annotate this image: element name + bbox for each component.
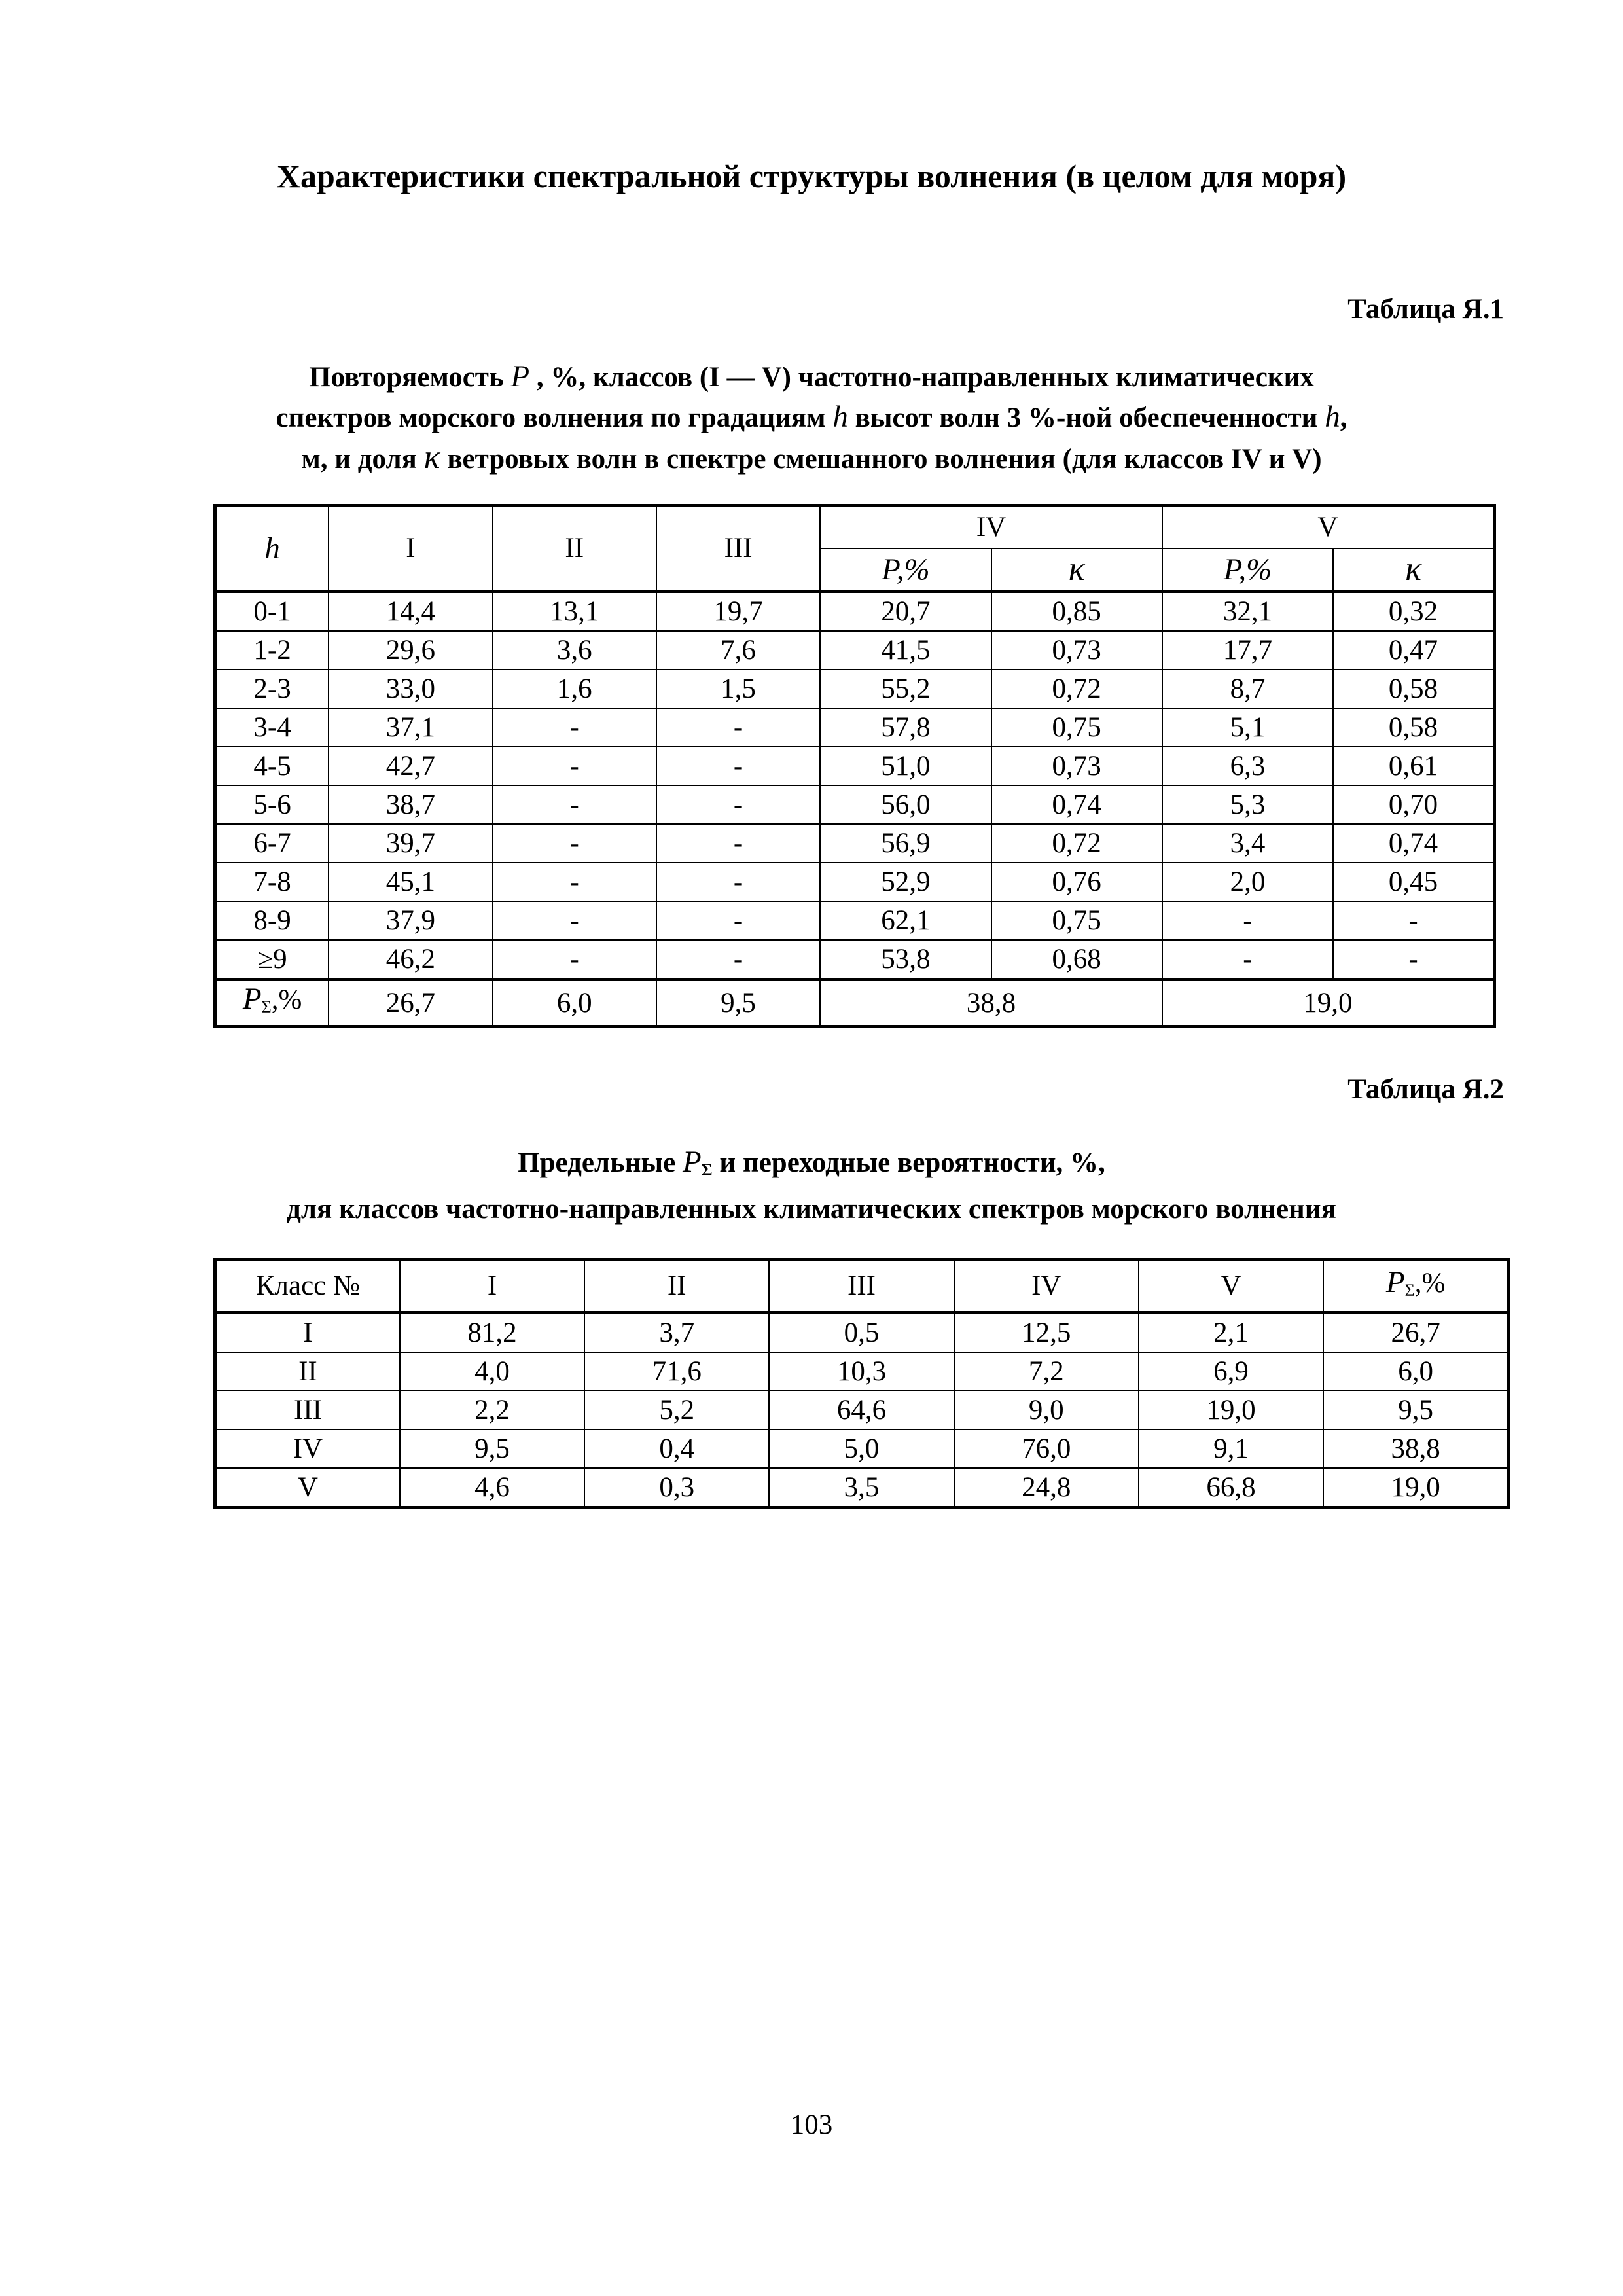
value-cell: 0,72 — [991, 824, 1162, 863]
value-cell: 8,7 — [1162, 670, 1333, 708]
value-cell: 0,73 — [991, 631, 1162, 670]
header-class-iv: IV — [954, 1260, 1139, 1313]
header-h: h — [215, 506, 329, 592]
value-cell: 20,7 — [820, 592, 991, 632]
value-cell: 0,75 — [991, 708, 1162, 747]
table-row — [215, 1468, 1509, 1508]
row-label-cell: 1-2 — [215, 631, 329, 670]
value-cell: 9,0 — [954, 1391, 1139, 1429]
value-cell: 13,1 — [493, 592, 656, 632]
table-row — [215, 1313, 1509, 1353]
value-cell: - — [656, 708, 820, 747]
value-cell: - — [493, 785, 656, 824]
table-2-caption-line-2: для классов частотно-направленных климатических спектров морского волнения — [287, 1194, 1336, 1225]
symbol-p: P — [682, 1145, 702, 1179]
value-cell: 0,58 — [1333, 708, 1494, 747]
value-cell: 0,75 — [991, 901, 1162, 940]
table-1-label: Таблица Я.1 — [1347, 294, 1504, 325]
total-class-iii: 9,5 — [656, 980, 820, 1027]
value-cell: 5,0 — [769, 1429, 954, 1468]
page-number: 103 — [790, 2109, 833, 2140]
table-row — [215, 747, 1495, 785]
transition-probability-table — [213, 1258, 1510, 1509]
table-row — [215, 824, 1495, 863]
value-cell: 2,1 — [1139, 1313, 1323, 1353]
header-iv-kappa: κ — [991, 548, 1162, 592]
value-cell: 3,5 — [769, 1468, 954, 1508]
table-2-body — [215, 1313, 1509, 1508]
row-label-cell: 3-4 — [215, 708, 329, 747]
value-cell: 26,7 — [1323, 1313, 1508, 1353]
value-cell: 42,7 — [329, 747, 492, 785]
value-cell: - — [1162, 940, 1333, 980]
header-class-i: I — [400, 1260, 584, 1313]
value-cell: 0,70 — [1333, 785, 1494, 824]
symbol-kappa: κ — [423, 439, 440, 476]
value-cell: 0,74 — [991, 785, 1162, 824]
value-cell: 0,76 — [991, 863, 1162, 901]
value-cell: 32,1 — [1162, 592, 1333, 632]
header-class-ii: II — [584, 1260, 769, 1313]
value-cell: 9,5 — [1323, 1391, 1508, 1429]
header-p-sigma: $P_\Sigma,\%$ — [1323, 1260, 1508, 1313]
value-cell: 37,9 — [329, 901, 492, 940]
value-cell: 56,9 — [820, 824, 991, 863]
header-class-i: I — [329, 506, 492, 592]
value-cell: 3,4 — [1162, 824, 1333, 863]
value-cell: 56,0 — [820, 785, 991, 824]
value-cell: - — [656, 747, 820, 785]
value-cell: 38,7 — [329, 785, 492, 824]
table-row — [215, 1352, 1509, 1391]
row-label-cell: 6-7 — [215, 824, 329, 863]
table-1-caption-line-1: Повторяемость P , %, классов (I — V) частотно-направленных климатических — [309, 359, 1314, 393]
value-cell: 37,1 — [329, 708, 492, 747]
value-cell: 64,6 — [769, 1391, 954, 1429]
table-row — [215, 631, 1495, 670]
row-label-cell: 0-1 — [215, 592, 329, 632]
table-row — [215, 785, 1495, 824]
header-v-kappa: κ — [1333, 548, 1494, 592]
row-label-cell: IV — [215, 1429, 400, 1468]
total-class-iv: 38,8 — [820, 980, 1162, 1027]
value-cell: 2,0 — [1162, 863, 1333, 901]
value-cell: - — [493, 863, 656, 901]
value-cell: 29,6 — [329, 631, 492, 670]
total-class-i: 26,7 — [329, 980, 492, 1027]
value-cell: - — [493, 901, 656, 940]
value-cell: 0,32 — [1333, 592, 1494, 632]
value-cell: 3,6 — [493, 631, 656, 670]
value-cell: 71,6 — [584, 1352, 769, 1391]
value-cell: 24,8 — [954, 1468, 1139, 1508]
value-cell: 55,2 — [820, 670, 991, 708]
value-cell: - — [656, 863, 820, 901]
header-class-iii: III — [656, 506, 820, 592]
value-cell: - — [656, 824, 820, 863]
row-label-cell: II — [215, 1352, 400, 1391]
value-cell: 4,6 — [400, 1468, 584, 1508]
total-label: $P_\Sigma,\%$ — [215, 980, 329, 1027]
symbol-h: h — [1325, 400, 1340, 434]
value-cell: 46,2 — [329, 940, 492, 980]
value-cell: 1,5 — [656, 670, 820, 708]
header-class-ii: II — [493, 506, 656, 592]
value-cell: - — [493, 940, 656, 980]
value-cell: 76,0 — [954, 1429, 1139, 1468]
value-cell: 41,5 — [820, 631, 991, 670]
value-cell: 14,4 — [329, 592, 492, 632]
value-cell: - — [1162, 901, 1333, 940]
value-cell: 19,0 — [1323, 1468, 1508, 1508]
value-cell: - — [493, 708, 656, 747]
table-2-label: Таблица Я.2 — [1347, 1074, 1504, 1105]
value-cell: 3,7 — [584, 1313, 769, 1353]
table-row — [215, 592, 1495, 632]
value-cell: - — [656, 901, 820, 940]
value-cell: 5,3 — [1162, 785, 1333, 824]
page-title: Характеристики спектральной структуры волнения (в целом для моря) — [276, 158, 1347, 194]
row-label-cell: 2-3 — [215, 670, 329, 708]
value-cell: 2,2 — [400, 1391, 584, 1429]
total-class-ii: 6,0 — [493, 980, 656, 1027]
value-cell: 5,1 — [1162, 708, 1333, 747]
row-label-cell: 8-9 — [215, 901, 329, 940]
value-cell: 19,7 — [656, 592, 820, 632]
value-cell: 0,4 — [584, 1429, 769, 1468]
row-label-cell: ≥9 — [215, 940, 329, 980]
value-cell: 81,2 — [400, 1313, 584, 1353]
value-cell: 7,2 — [954, 1352, 1139, 1391]
value-cell: 12,5 — [954, 1313, 1139, 1353]
value-cell: 39,7 — [329, 824, 492, 863]
value-cell: - — [656, 785, 820, 824]
row-label-cell: III — [215, 1391, 400, 1429]
table-row — [215, 863, 1495, 901]
header-class-iii: III — [769, 1260, 954, 1313]
value-cell: 19,0 — [1139, 1391, 1323, 1429]
value-cell: 57,8 — [820, 708, 991, 747]
value-cell: 9,5 — [400, 1429, 584, 1468]
header-v-p-percent: P,% — [1162, 548, 1333, 592]
value-cell: 53,8 — [820, 940, 991, 980]
row-label-cell: 5-6 — [215, 785, 329, 824]
table-row — [215, 708, 1495, 747]
table-row — [215, 940, 1495, 980]
value-cell: 6,3 — [1162, 747, 1333, 785]
symbol-h: h — [832, 400, 848, 434]
wave-class-frequency-table — [213, 504, 1496, 1028]
header-class-v: V — [1162, 506, 1495, 549]
row-label-cell: 7-8 — [215, 863, 329, 901]
header-iv-p-percent: P,% — [820, 548, 991, 592]
value-cell: 0,72 — [991, 670, 1162, 708]
value-cell: 5,2 — [584, 1391, 769, 1429]
value-cell: - — [493, 824, 656, 863]
value-cell: 66,8 — [1139, 1468, 1323, 1508]
header-class-v: V — [1139, 1260, 1323, 1313]
value-cell: 0,61 — [1333, 747, 1494, 785]
value-cell: 10,3 — [769, 1352, 954, 1391]
value-cell: 0,45 — [1333, 863, 1494, 901]
value-cell: 38,8 — [1323, 1429, 1508, 1468]
value-cell: - — [493, 747, 656, 785]
value-cell: 0,3 — [584, 1468, 769, 1508]
value-cell: 0,47 — [1333, 631, 1494, 670]
header-class-iv: IV — [820, 506, 1162, 549]
table-1-caption-line-3: м, и доля κ ветровых волн в спектре смешанного волнения (для классов IV и V) — [301, 439, 1322, 476]
symbol-p: P — [510, 359, 530, 393]
header-class-number: Класс № — [215, 1260, 400, 1313]
value-cell: 62,1 — [820, 901, 991, 940]
row-label-cell: I — [215, 1313, 400, 1353]
value-cell: 0,58 — [1333, 670, 1494, 708]
value-cell: 9,1 — [1139, 1429, 1323, 1468]
value-cell: - — [1333, 901, 1494, 940]
total-class-v: 19,0 — [1162, 980, 1495, 1027]
value-cell: 45,1 — [329, 863, 492, 901]
value-cell: 52,9 — [820, 863, 991, 901]
value-cell: 7,6 — [656, 631, 820, 670]
value-cell: 0,74 — [1333, 824, 1494, 863]
value-cell: 4,0 — [400, 1352, 584, 1391]
table-1-body — [215, 592, 1495, 980]
value-cell: 6,0 — [1323, 1352, 1508, 1391]
table-1-caption-line-2: спектров морского волнения по градациям h высот волн 3 %-ной обеспеченности h, — [276, 400, 1347, 434]
value-cell: 0,68 — [991, 940, 1162, 980]
table-row — [215, 670, 1495, 708]
value-cell: 0,73 — [991, 747, 1162, 785]
value-cell: - — [656, 940, 820, 980]
table-row — [215, 1429, 1509, 1468]
value-cell: 6,9 — [1139, 1352, 1323, 1391]
value-cell: 1,6 — [493, 670, 656, 708]
table-row — [215, 1391, 1509, 1429]
table-row — [215, 901, 1495, 940]
table-1-caption — [0, 357, 1623, 479]
value-cell: 17,7 — [1162, 631, 1333, 670]
row-label-cell: V — [215, 1468, 400, 1508]
value-cell: 0,85 — [991, 592, 1162, 632]
table-1-total-row — [215, 980, 1495, 1027]
value-cell: 33,0 — [329, 670, 492, 708]
value-cell: 51,0 — [820, 747, 991, 785]
table-2-caption — [0, 1142, 1623, 1229]
value-cell: 0,5 — [769, 1313, 954, 1353]
value-cell: - — [1333, 940, 1494, 980]
row-label-cell: 4-5 — [215, 747, 329, 785]
table-2-caption-line-1: Предельные $P_\Sigma$ и переходные вероятности, %, — [518, 1145, 1105, 1179]
